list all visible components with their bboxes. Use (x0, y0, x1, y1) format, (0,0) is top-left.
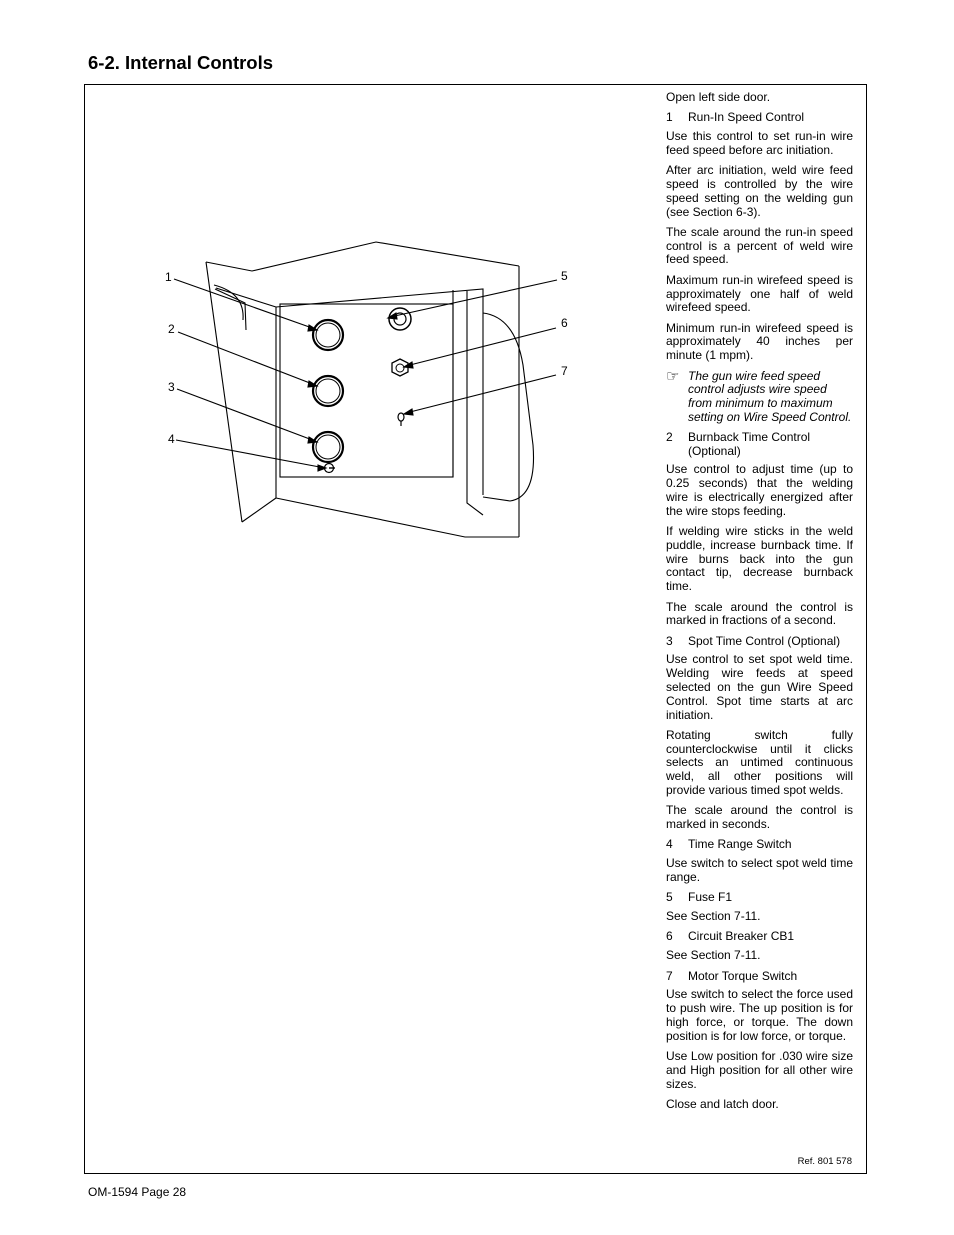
paragraph: Use Low position for .030 wire size and High position for all other wire sizes. (666, 1049, 853, 1091)
item-label: Run-In Speed Control (688, 110, 805, 125)
item-label: Burnback Time Control (Optional) (688, 429, 811, 458)
callout-6: 6 (561, 316, 568, 330)
paragraph: The scale around the control is marked in fractions of a second. (666, 599, 853, 628)
paragraph: Maximum run-in wirefeed speed is approximately one half of weld wirefeed speed. (666, 272, 853, 315)
callout-5: 5 (561, 269, 568, 283)
item-number: 7 (666, 968, 673, 983)
paragraph: Use switch to select the force used to push wire. The up position is for high force, or torque. The down position is for low force, or torque. (666, 987, 853, 1043)
note (666, 367, 853, 425)
motor-torque-switch-icon (398, 413, 404, 426)
callout-3: 3 (168, 380, 175, 394)
close-door-text: Close and latch door. (666, 1096, 779, 1111)
page-footer: OM-1594 Page 28 (88, 1185, 187, 1199)
item-time-range (666, 838, 853, 852)
run-in-speed-knob (313, 320, 343, 350)
item-fuse (666, 891, 853, 905)
paragraph: After arc initiation, weld wire feed speed is controlled by the wire speed setting on the welding gun (see Section 6-3). (666, 163, 853, 219)
item-label: Time Range Switch (688, 837, 792, 852)
paragraph: Use control to adjust time (up to 0.25 seconds) that the welding wire is electrically energized after the wire stops feeding. (666, 462, 853, 518)
item-label: Fuse F1 (688, 890, 733, 905)
burnback-time-knob (313, 376, 343, 406)
internal-controls-illustration (85, 85, 645, 545)
item-label: Spot Time Control (Optional) (688, 633, 841, 648)
item-motor-torque (666, 970, 853, 984)
section-title: 6-2. Internal Controls (88, 52, 274, 73)
paragraph: The scale around the control is marked in seconds. (666, 803, 853, 832)
paragraph: Rotating switch fully counterclockwise until it clicks selects an untimed continuous weld, all other positions will provide various timed spot welds. (666, 727, 853, 798)
item-number: 2 (666, 429, 673, 444)
item-run-in-speed (666, 111, 853, 125)
paragraph: If welding wire sticks in the weld puddle, increase burnback time. If wire burns back into the gun contact tip, decrease burnback time. (666, 524, 853, 594)
paragraph: Use this control to set run-in wire feed speed before arc initiation. (666, 129, 853, 157)
callout-2: 2 (168, 322, 175, 336)
figure-frame (84, 84, 867, 1174)
item-label: Circuit Breaker CB1 (688, 929, 795, 944)
callout-4: 4 (168, 432, 175, 446)
paragraph: See Section 7-11. (666, 909, 761, 924)
reference-number: Ref. 801 578 (797, 1156, 852, 1167)
item-number: 1 (666, 110, 673, 125)
item-spot-time (666, 635, 853, 649)
open-door-text: Open left side door. (666, 90, 771, 104)
pointing-hand-icon: ☞ (666, 367, 680, 385)
item-circuit-breaker (666, 930, 853, 944)
callout-1: 1 (165, 270, 172, 284)
paragraph: Use control to set spot weld time. Welding wire feeds at speed selected on the gun Wire Speed Control. Spot time starts at arc initiation. (666, 652, 853, 722)
callout-7: 7 (561, 364, 568, 378)
item-number: 6 (666, 929, 673, 944)
paragraph: Minimum run-in wirefeed speed is approximately 40 inches per minute (1 mpm). (666, 320, 853, 363)
item-number: 5 (666, 890, 673, 905)
note-text: The gun wire feed speed control adjusts wire speed from minimum to maximum setting on Wire Speed Control. (688, 368, 852, 424)
paragraph: The scale around the run-in speed control is a percent of weld wire feed speed. (666, 224, 853, 267)
item-label: Motor Torque Switch (688, 968, 798, 983)
item-number: 4 (666, 837, 673, 852)
item-number: 3 (666, 633, 673, 648)
instruction-column (666, 91, 853, 1118)
paragraph: See Section 7-11. (666, 948, 761, 963)
spot-time-knob (313, 432, 343, 462)
paragraph: Use switch to select spot weld time range. (666, 856, 853, 885)
item-burnback-time (666, 431, 853, 459)
